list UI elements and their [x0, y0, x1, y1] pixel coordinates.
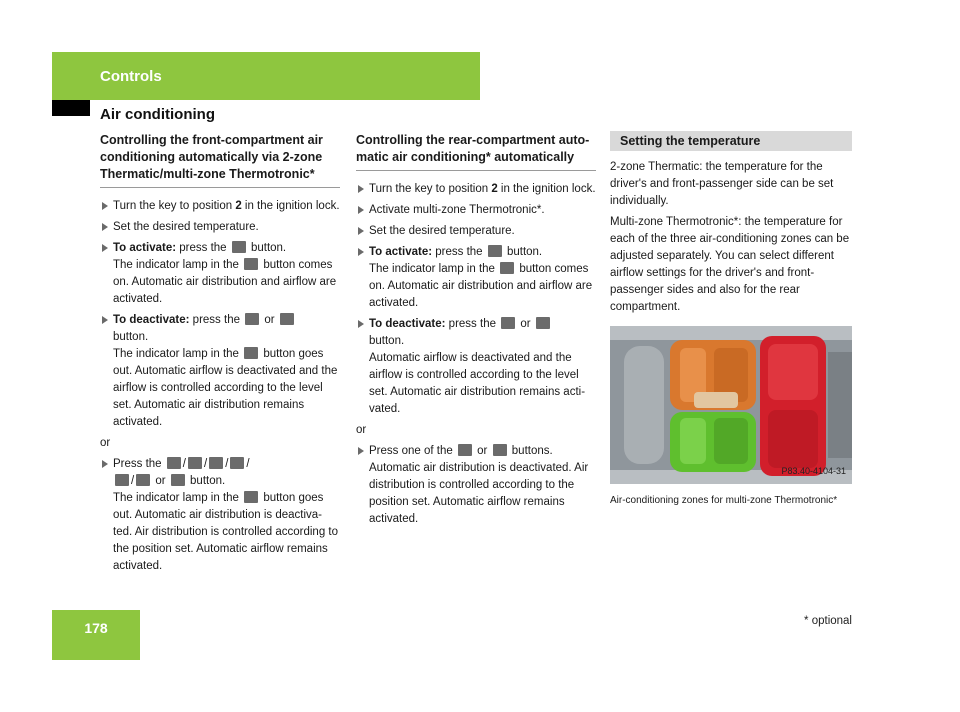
auto-button-icon	[488, 245, 502, 257]
airflow-center-footwell-icon	[230, 457, 244, 469]
fan-increase-icon	[245, 313, 259, 325]
section-bar-title: Setting the temperature	[610, 131, 852, 151]
middle-column	[356, 132, 596, 532]
list-item: To deactivate: press the or button. The indicator lamp in the button goes out. Automatic airflow is deactivated and the airflow is controlled according to the level set. Automatic air distribution remains activated.	[100, 312, 340, 431]
auto-button-icon	[244, 347, 258, 359]
list-item: Press the / / / / / or button. The indicator lamp in the button goes out. Automatic air distribution is deactiva-ted. Air distribution is controlled according to the position set. Automatic airflow remains activated.	[100, 456, 340, 575]
dashboard-shape	[624, 346, 664, 464]
airflow-center-icon	[458, 444, 472, 456]
middle-heading: Controlling the rear-compartment auto-matic air conditioning* automatically	[356, 132, 596, 171]
footnote: * optional	[804, 615, 852, 627]
airflow-center-icon	[188, 457, 202, 469]
airflow-all-icon	[493, 444, 507, 456]
or-separator: or	[356, 424, 367, 436]
airflow-windshield-center-icon	[115, 474, 129, 486]
section-title: Controls	[100, 68, 162, 85]
airflow-all-icon	[171, 474, 185, 486]
fan-increase-icon	[501, 317, 515, 329]
fan-decrease-icon	[280, 313, 294, 325]
left-heading: Controlling the front-compartment air conditioning automatically via 2-zone Thermatic/multi-zone Thermotronic*	[100, 132, 340, 188]
list-item: To activate: press the button. The indicator lamp in the button comes on. Automatic air distribution and airflow are activated.	[100, 240, 340, 308]
left-steps	[100, 198, 340, 431]
airflow-windshield-icon	[209, 457, 223, 469]
header-tab-marker	[52, 100, 90, 116]
left-steps-alt	[100, 456, 340, 575]
or-separator: or	[100, 437, 111, 449]
list-item: To deactivate: press the or button. Automatic airflow is deactivated and the airflow is controlled according to the level set. Automatic air distribution remains acti-vated.	[356, 316, 596, 418]
image-reference-code: P83.40-4104-31	[781, 466, 846, 476]
paragraph: Multi-zone Thermotronic*: the temperature for each of the three air-conditioning zones can be adjusted separately. You can select different airflow settings for the driver's and front-passenger sides and also for the rear compartment.	[610, 216, 850, 313]
car-interior-illustration	[610, 326, 852, 484]
list-item: Press one of the or buttons. Automatic air distribution is deactivated. Air distribution is controlled according to the position set. Automatic airflow remains activated.	[356, 443, 596, 528]
airflow-footwell-icon	[167, 457, 181, 469]
middle-steps-alt	[356, 443, 596, 528]
auto-button-icon	[244, 491, 258, 503]
list-item: To activate: press the button. The indicator lamp in the button comes on. Automatic air distribution and airflow are activated.	[356, 244, 596, 312]
page-number: 178	[84, 620, 108, 636]
list-item: Turn the key to position 2 in the ignition lock.	[100, 198, 340, 215]
left-column	[100, 132, 340, 579]
list-item: Set the desired temperature.	[356, 223, 596, 240]
auto-button-icon	[244, 258, 258, 270]
paragraph: 2-zone Thermatic: the temperature for the driver's and front-passenger side can be set individually.	[610, 161, 834, 207]
center-console	[694, 392, 738, 408]
list-item: Turn the key to position 2 in the ignition lock.	[356, 181, 596, 198]
list-item: Set the desired temperature.	[100, 219, 340, 236]
figure-caption: Air-conditioning zones for multi-zone Thermotronic*	[610, 495, 838, 506]
middle-steps	[356, 181, 596, 418]
right-column	[610, 131, 852, 507]
auto-button-icon	[232, 241, 246, 253]
airflow-windshield-footwell-icon	[136, 474, 150, 486]
auto-button-icon	[500, 262, 514, 274]
list-item: Activate multi-zone Thermotronic*.	[356, 202, 596, 219]
climate-zones-figure	[610, 326, 852, 484]
subsection-title: Air conditioning	[100, 106, 215, 123]
fan-decrease-icon	[536, 317, 550, 329]
